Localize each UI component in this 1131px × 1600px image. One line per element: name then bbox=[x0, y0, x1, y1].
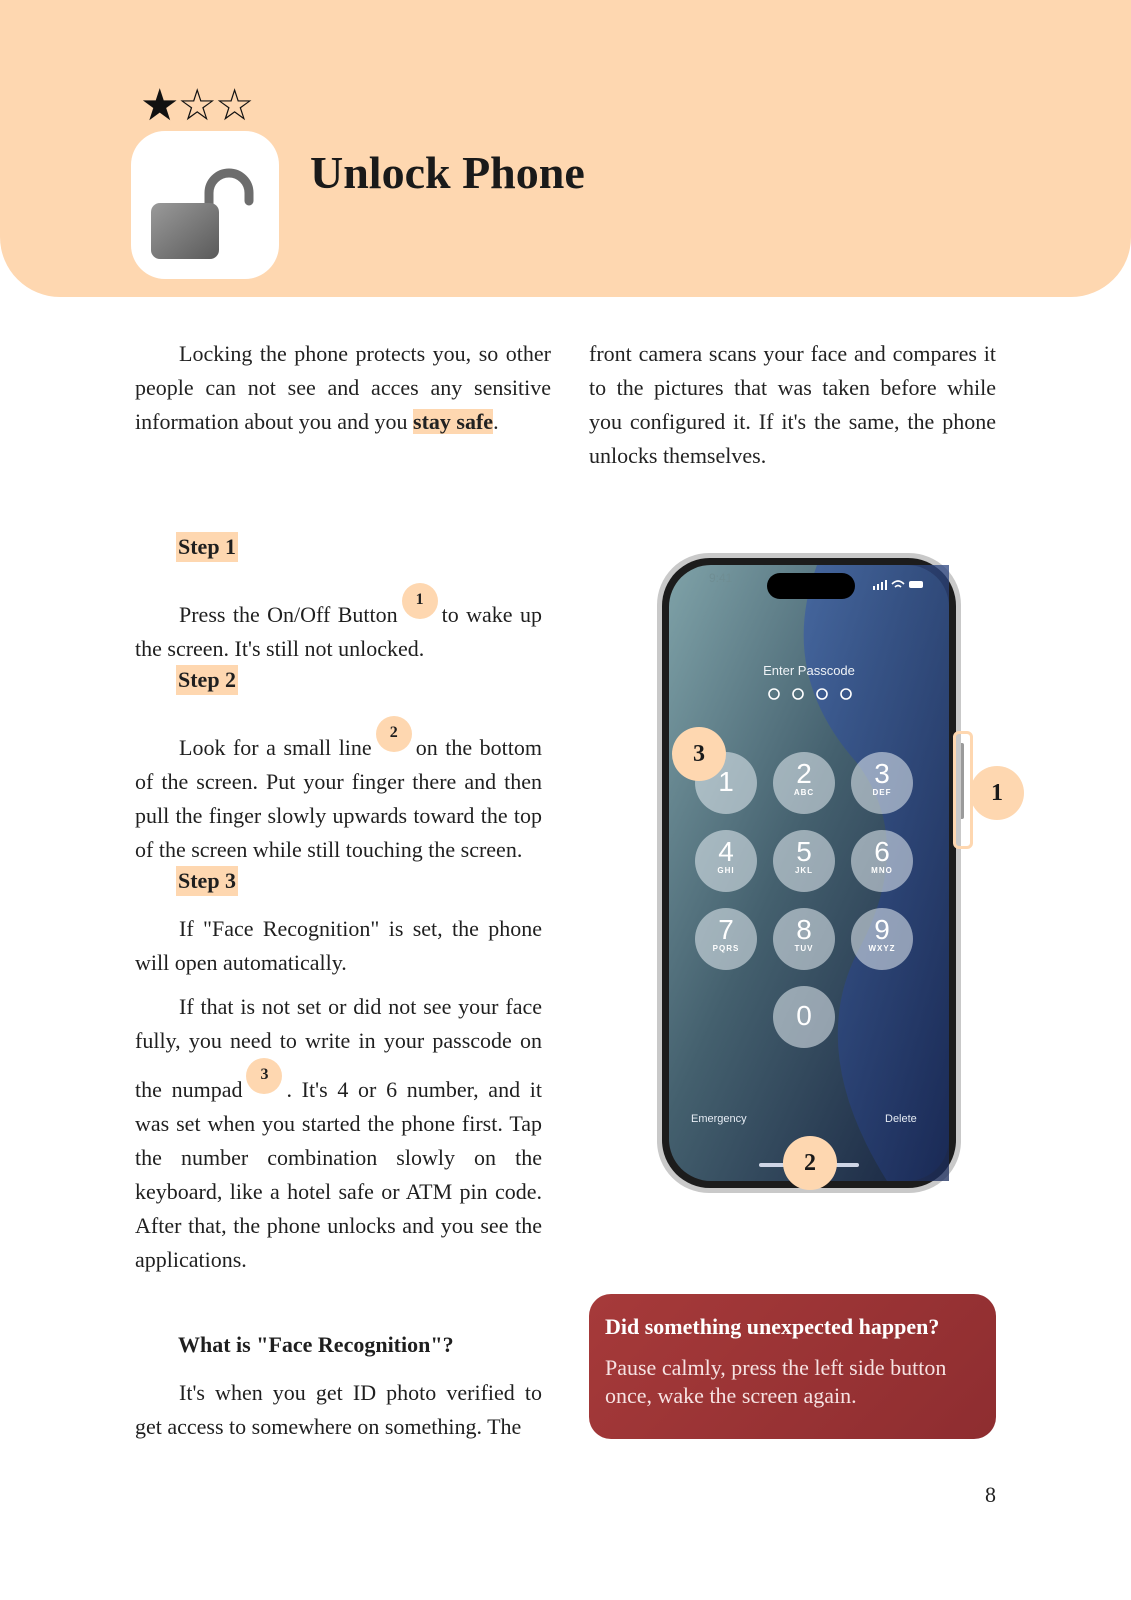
step-1-text-b: to wake up the screen. It's still not unlocked. bbox=[135, 602, 542, 661]
key-letters: WXYZ bbox=[868, 944, 896, 953]
key-digit: 6 bbox=[874, 836, 890, 867]
phone-illustration bbox=[657, 553, 1003, 1198]
step-3-face-text: If "Face Recognition" is set, the phone will open automatically. bbox=[135, 916, 542, 975]
callout-2: 2 bbox=[783, 1136, 837, 1190]
face-scan-text: front camera scans your face and compares it to the pictures that was taken before while you configured it. If it's the same, the phone unlocks themselves. bbox=[589, 341, 996, 468]
key-2[interactable] bbox=[773, 752, 835, 814]
delete-button[interactable]: Delete bbox=[885, 1113, 917, 1125]
key-digit: 1 bbox=[718, 766, 734, 797]
key-letters: JKL bbox=[794, 866, 814, 875]
key-digit: 7 bbox=[718, 914, 734, 945]
lock-open-icon bbox=[151, 153, 263, 259]
key-5[interactable] bbox=[773, 830, 835, 892]
step-3-text bbox=[135, 912, 542, 1277]
key-letters: GHI bbox=[717, 866, 735, 875]
key-digit: 0 bbox=[796, 1000, 812, 1031]
intro-right bbox=[589, 337, 996, 473]
face-recognition-text: It's when you get ID photo verified to get access to somewhere on something. The bbox=[135, 1380, 542, 1439]
key-digit: 2 bbox=[796, 758, 812, 789]
callout-badge-3: 3 bbox=[246, 1058, 282, 1094]
step-2-text-a: Look for a small line bbox=[179, 735, 372, 760]
key-digit: 9 bbox=[874, 914, 890, 945]
callout-badge-2: 2 bbox=[376, 716, 412, 752]
key-digit: 4 bbox=[718, 836, 734, 867]
key-6[interactable] bbox=[851, 830, 913, 892]
difficulty-stars: ★☆☆ bbox=[140, 81, 253, 130]
status-time: 9:41 bbox=[709, 571, 733, 585]
tip-title: Did something unexpected happen? bbox=[605, 1314, 940, 1339]
callout-3: 3 bbox=[672, 727, 726, 781]
face-recognition-text-block bbox=[135, 1376, 542, 1444]
dynamic-island bbox=[767, 573, 855, 599]
step-2-label: Step 2 bbox=[176, 665, 238, 695]
enter-passcode-label: Enter Passcode bbox=[763, 663, 855, 678]
step-3-label: Step 3 bbox=[176, 866, 238, 896]
key-digit: 5 bbox=[796, 836, 812, 867]
emergency-button[interactable]: Emergency bbox=[691, 1113, 747, 1125]
key-digit: 8 bbox=[796, 914, 812, 945]
app-icon-tile bbox=[131, 131, 279, 279]
step-1-text bbox=[135, 583, 542, 666]
key-0[interactable] bbox=[773, 986, 835, 1048]
tip-body: Pause calmly, press the left side button once, wake the screen again. bbox=[605, 1355, 947, 1408]
intro-text: Locking the phone protects you, so other people can not see and acces any sensitive information about you and you bbox=[135, 341, 551, 434]
face-recognition-heading: What is "Face Recognition"? bbox=[178, 1332, 454, 1357]
callout-1: 1 bbox=[970, 766, 1024, 820]
key-letters: ABC bbox=[793, 788, 815, 797]
key-3[interactable] bbox=[851, 752, 913, 814]
key-letters: MNO bbox=[871, 866, 893, 875]
key-digit: 3 bbox=[874, 758, 890, 789]
power-button-highlight bbox=[953, 731, 973, 849]
step-2-text bbox=[135, 716, 542, 867]
tip-box bbox=[589, 1294, 996, 1439]
key-letters: TUV bbox=[794, 944, 814, 953]
key-4[interactable] bbox=[695, 830, 757, 892]
step-1-text-a: Press the On/Off Button bbox=[179, 602, 398, 627]
page-title: Unlock Phone bbox=[310, 147, 585, 198]
step-3-text-b: . It's 4 or 6 number, and it was set when you started the phone first. Tap the number combination slowly on the keyboard, like a hotel safe or ATM pin code. After that, the phone unlocks and you see the applications. bbox=[135, 1077, 542, 1272]
key-letters: PQRS bbox=[712, 944, 740, 953]
callout-badge-1: 1 bbox=[402, 583, 438, 619]
intro-left bbox=[135, 337, 551, 439]
page-number: 8 bbox=[985, 1482, 996, 1507]
step-3-text-a: If that is not set or did not see your face fully, you need to write in your passcode on the numpad bbox=[135, 994, 542, 1102]
key-7[interactable] bbox=[695, 908, 757, 970]
intro-period: . bbox=[493, 409, 499, 434]
key-letters: DEF bbox=[872, 788, 892, 797]
key-9[interactable] bbox=[851, 908, 913, 970]
step-2-text-b: on the bottom of the screen. Put your finger there and then pull the finger slowly upwards toward the top of the screen while still touching the screen. bbox=[135, 735, 542, 862]
key-8[interactable] bbox=[773, 908, 835, 970]
stay-safe-highlight: stay safe bbox=[413, 409, 494, 434]
step-1-label: Step 1 bbox=[176, 532, 238, 562]
